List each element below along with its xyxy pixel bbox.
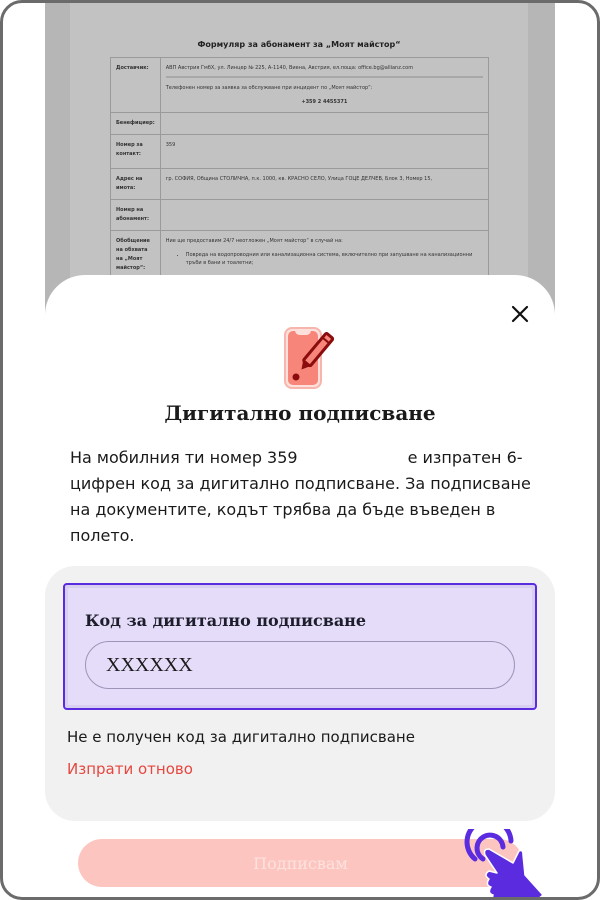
close-button[interactable]	[505, 299, 535, 329]
list-item: • Повреда на водопроводния или канализационна система, включително при запушване на канализационни тръби в бани и тоалетни;	[186, 251, 483, 267]
sheet-description	[70, 445, 540, 549]
row-value: 359	[160, 135, 488, 169]
row-label: Номер за контакт:	[111, 135, 161, 169]
table-row	[111, 169, 489, 200]
tap-hand-icon	[461, 829, 551, 900]
no-code-text: Не е получен код за дигитално подписване	[67, 728, 415, 746]
row-value	[160, 58, 488, 113]
provider-address: АВП Австрия ГмбХ, ул. Линцер № 225, А-1140, Виена, Австрия, ел.поща: office.bg@allianz.com	[165, 65, 414, 71]
table-row	[111, 58, 489, 113]
code-input[interactable]	[85, 641, 515, 689]
row-value: гр. СОФИЯ, Община СТОЛИЧНА, п.к. 1000, кв. КРАСНО СЕЛО, Улица ГОЦЕ ДЕЛЧЕВ, Блок 3, Номер 15,	[160, 169, 488, 200]
divider	[166, 76, 483, 78]
code-field-label: Код за дигитално подписване	[85, 611, 367, 630]
digital-signing-sheet	[45, 275, 555, 900]
row-label: Доставчик:	[111, 58, 161, 113]
provider-phone: +359 2 4455371	[301, 99, 348, 105]
phone-sign-icon	[282, 325, 338, 391]
sign-button[interactable]: Подписвам	[78, 839, 523, 887]
row-label: Адрес на имота:	[111, 169, 161, 200]
resend-link[interactable]: Изпрати отново	[67, 760, 193, 778]
row-label: Обобщение на обхвата на „Моят майстор“:	[111, 231, 161, 314]
provider-phone-label: Телефонен номер за заявка за обслужване при инцидент по „Моят майстор“:	[165, 85, 373, 91]
table-row	[111, 200, 489, 231]
description-part2: е изпратен 6-цифрен код за дигитално подписване. За подписване на документите, кодът трябва да бъде въведен в полето.	[70, 448, 531, 545]
document-preview	[45, 0, 555, 320]
document-page	[70, 0, 528, 320]
row-value	[160, 200, 488, 231]
scope-intro: Ние ще предоставим 24/7 неотложен „Моят майстор“ в случай на:	[165, 238, 343, 244]
description-part1: На мобилния ти номер 359	[70, 448, 298, 467]
sheet-title: Дигитално подписване	[164, 401, 436, 425]
row-value	[160, 113, 488, 135]
row-label: Бенефициер:	[111, 113, 161, 135]
document-title: Формуляр за абонамент за „Моят майстор“	[197, 40, 401, 49]
close-icon	[510, 304, 530, 324]
code-field-container	[63, 583, 537, 710]
table-row	[111, 135, 489, 169]
code-card	[45, 566, 555, 821]
table-row	[111, 113, 489, 135]
row-label: Номер на абонамент:	[111, 200, 161, 231]
